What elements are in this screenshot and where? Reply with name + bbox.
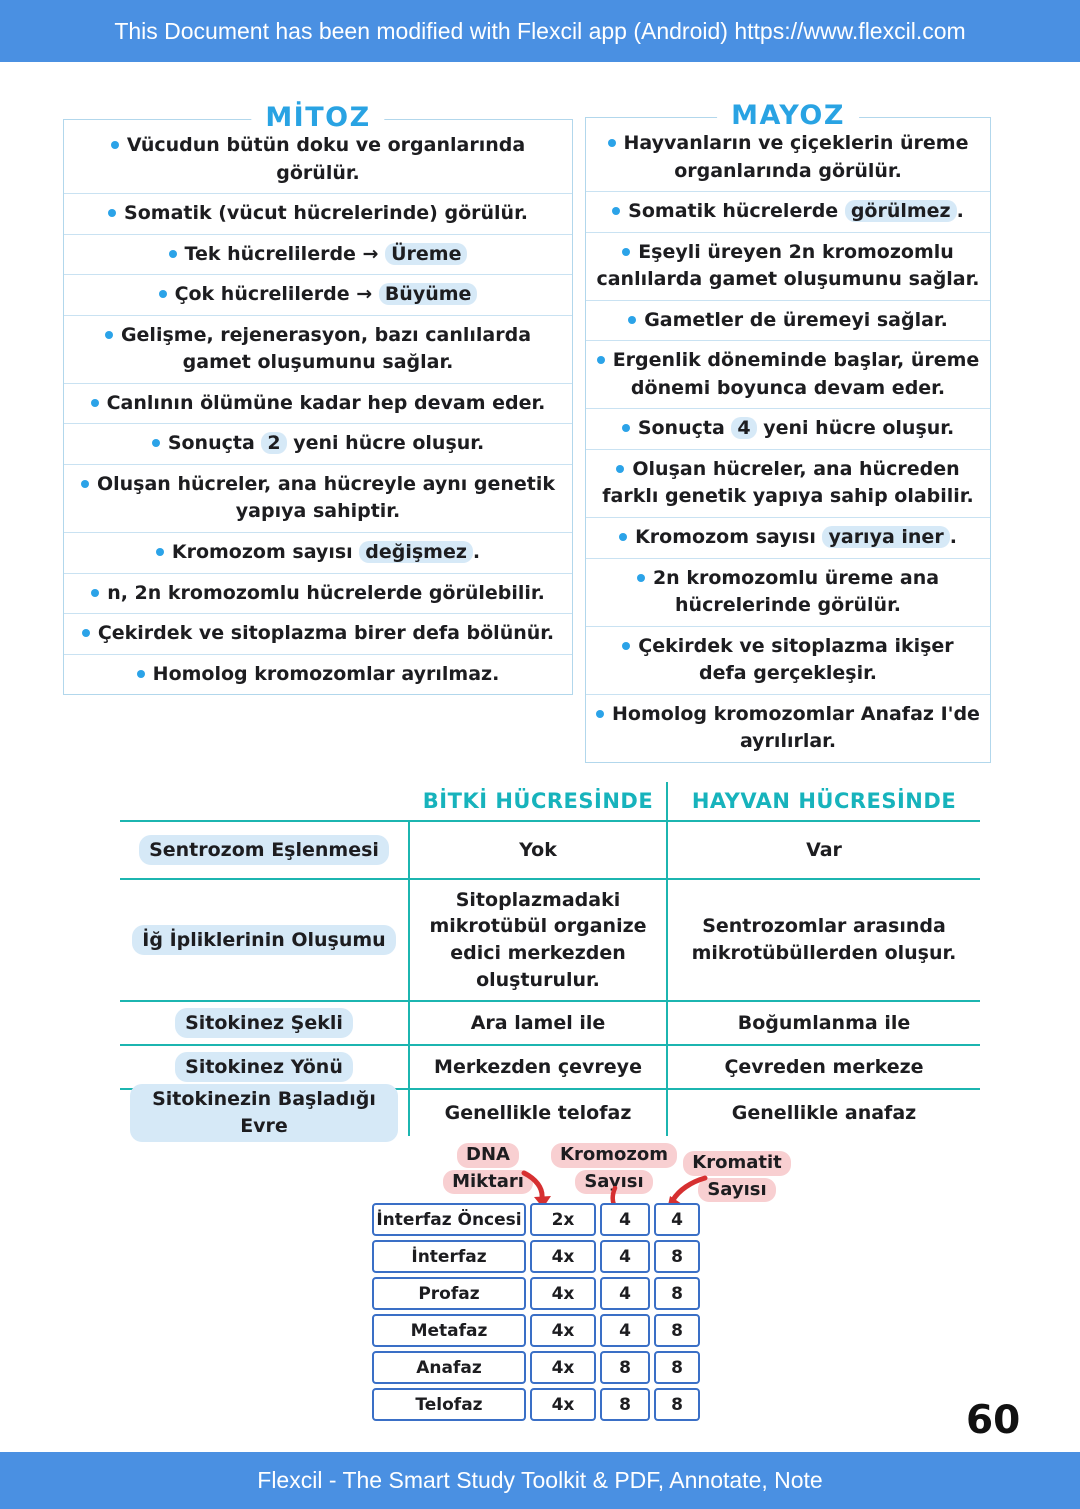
comparison-corner — [120, 782, 410, 820]
kromatit-cell: 8 — [654, 1240, 700, 1273]
note-item — [64, 613, 572, 654]
bullet-icon — [105, 331, 113, 339]
phase-cell: Metafaz — [372, 1314, 526, 1347]
note-item — [586, 626, 990, 694]
mitoz-title: MİTOZ — [251, 102, 384, 133]
bullet-icon — [622, 642, 630, 650]
item-text: . — [472, 541, 481, 564]
kromatit-cell: 4 — [654, 1203, 700, 1236]
bullet-icon — [597, 356, 605, 364]
note-item — [64, 654, 572, 695]
bullet-icon — [169, 250, 177, 258]
note-item — [586, 232, 990, 300]
dna-cell: 4x — [530, 1240, 596, 1273]
item-text: Homolog kromozomlar Anafaz I'de ayrılırlar. — [612, 702, 980, 753]
item-text: Eşeyli üreyen 2n kromozomlu canlılarda gamet oluşumunu sağlar. — [596, 240, 980, 291]
row-label: Sentrozom Eşlenmesi — [120, 820, 410, 878]
item-text: Oluşan hücreler, ana hücreden farklı genetik yapıya sahip olabilir. — [602, 457, 974, 508]
highlight: değişmez — [359, 541, 473, 563]
note-item — [586, 124, 990, 191]
item-text: Çok hücrelilerde → — [174, 283, 379, 306]
kromozom-cell: 4 — [600, 1203, 650, 1236]
item-text: Homolog kromozomlar ayrılmaz. — [152, 662, 500, 685]
highlight: 4 — [731, 417, 756, 439]
table-cell: Var — [668, 820, 980, 878]
kromatit-cell: 8 — [654, 1277, 700, 1310]
kromozom-cell: 4 — [600, 1314, 650, 1347]
table-cell: Boğumlanma ile — [668, 1000, 980, 1044]
column-header-hayvan: HAYVAN HÜCRESİNDE — [691, 789, 957, 813]
bullet-icon — [152, 439, 160, 447]
mitoz-panel — [63, 102, 573, 695]
phase-cell: Profaz — [372, 1277, 526, 1310]
note-item — [64, 532, 572, 573]
highlight: Üreme — [385, 243, 467, 265]
kromozom-cell: 8 — [600, 1388, 650, 1421]
note-item — [64, 383, 572, 424]
dna-cell: 4x — [530, 1388, 596, 1421]
bullet-icon — [108, 209, 116, 217]
item-text: Hayvanların ve çiçeklerin üreme organlarında görülür. — [623, 132, 969, 182]
note-item — [64, 274, 572, 315]
bullet-icon — [111, 141, 119, 149]
table-cell: Genellikle telofaz — [410, 1088, 668, 1136]
item-text: n, 2n kromozomlu hücrelerde görülebilir. — [107, 581, 545, 604]
note-item — [64, 126, 572, 193]
note-item — [586, 558, 990, 626]
note-item — [64, 423, 572, 464]
mayoz-title: MAYOZ — [717, 100, 859, 131]
row-label: Sitokinezin Başladığı Evre — [120, 1088, 410, 1136]
item-text: Oluşan hücreler, ana hücreyle aynı genetik yapıya sahiptir. — [96, 472, 555, 523]
bullet-icon — [91, 589, 99, 597]
comparison-table — [120, 782, 980, 1136]
highlight: yarıya iner — [822, 526, 949, 548]
bullet-icon — [137, 670, 145, 678]
item-text: . — [956, 200, 964, 223]
dna-cell: 4x — [530, 1277, 596, 1310]
bullet-icon — [616, 465, 624, 473]
item-text: Sonuçta — [637, 417, 732, 440]
phase-cell: İnterfaz Öncesi — [372, 1203, 526, 1236]
item-text: Çekirdek ve sitoplazma birer defa bölünür. — [97, 622, 555, 645]
dna-cell: 4x — [530, 1351, 596, 1384]
item-text: Sonuçta — [167, 432, 262, 455]
note-item — [64, 573, 572, 614]
item-text: Çekirdek ve sitoplazma ikişer defa gerçekleşir. — [638, 634, 954, 685]
bullet-icon — [82, 629, 90, 637]
item-text: 2n kromozomlu üreme ana hücrelerinde görülür. — [652, 566, 940, 617]
annotation-kromozom-sayisi: Kromozom Sayısı — [550, 1142, 678, 1195]
note-item — [586, 517, 990, 558]
annotation-dna-miktari: DNA Miktarı — [428, 1142, 548, 1195]
highlight: görülmez — [845, 200, 957, 222]
mayoz-panel — [585, 100, 991, 763]
item-text: Somatik (vücut hücrelerinde) görülür. — [124, 202, 528, 225]
table-cell: Genellikle anafaz — [668, 1088, 980, 1136]
highlight: 2 — [261, 432, 286, 454]
bullet-icon — [628, 316, 636, 324]
annotation-kromatit-sayisi: Kromatit Sayısı — [678, 1150, 796, 1203]
note-item — [586, 694, 990, 762]
note-item — [64, 234, 572, 275]
note-item — [64, 193, 572, 234]
note-item — [586, 340, 990, 408]
item-text: yeni hücre oluşur. — [286, 432, 485, 455]
bullet-icon — [619, 533, 627, 541]
bullet-icon — [159, 290, 167, 298]
page-number: 60 — [966, 1398, 1021, 1443]
item-text: Vücudun bütün doku ve organlarında görülür. — [126, 134, 526, 184]
bullet-icon — [81, 480, 89, 488]
kromatit-cell: 8 — [654, 1351, 700, 1384]
flexcil-top-banner: This Document has been modified with Flexcil app (Android) https://www.flexcil.com — [0, 0, 1080, 62]
kromozom-cell: 4 — [600, 1277, 650, 1310]
bullet-icon — [622, 248, 630, 256]
table-cell: Merkezden çevreye — [410, 1044, 668, 1088]
item-text: Gelişme, rejenerasyon, bazı canlılarda gamet oluşumunu sağlar. — [120, 323, 532, 374]
item-text: Canlının ölümüne kadar hep devam eder. — [106, 391, 546, 414]
phase-table — [372, 1203, 700, 1421]
table-cell: Sentrozomlar arasında mikrotübüllerden oluşur. — [668, 878, 980, 1000]
item-text: . — [949, 526, 957, 549]
phase-cell: Anafaz — [372, 1351, 526, 1384]
item-text: Gametler de üremeyi sağlar. — [644, 308, 948, 331]
item-text: Tek hücrelilerde → — [184, 242, 386, 265]
column-header-bitki: BİTKİ HÜCRESİNDE — [410, 782, 668, 820]
item-text: Kromozom sayısı — [171, 541, 360, 564]
note-item — [64, 315, 572, 383]
item-text: Somatik hücrelerde — [628, 200, 845, 223]
kromozom-cell: 4 — [600, 1240, 650, 1273]
table-cell: Yok — [410, 820, 668, 878]
bullet-icon — [91, 399, 99, 407]
bullet-icon — [612, 207, 620, 215]
row-label: Sitokinez Şekli — [120, 1000, 410, 1044]
bullet-icon — [608, 139, 616, 147]
phase-cell: İnterfaz — [372, 1240, 526, 1273]
bullet-icon — [596, 710, 604, 718]
kromatit-cell: 8 — [654, 1314, 700, 1347]
item-text: yeni hücre oluşur. — [756, 417, 955, 440]
table-cell: Sitoplazmadaki mikrotübül organize edici merkezden oluşturulur. — [410, 878, 668, 1000]
row-label: İğ İpliklerinin Oluşumu — [120, 878, 410, 1000]
note-item — [586, 408, 990, 449]
note-item — [586, 449, 990, 517]
bullet-icon — [637, 574, 645, 582]
note-item — [586, 191, 990, 232]
flexcil-bottom-banner: Flexcil - The Smart Study Toolkit & PDF, Annotate, Note — [0, 1452, 1080, 1509]
dna-cell: 4x — [530, 1314, 596, 1347]
phase-cell: Telofaz — [372, 1388, 526, 1421]
dna-cell: 2x — [530, 1203, 596, 1236]
table-cell: Çevreden merkeze — [668, 1044, 980, 1088]
note-item — [586, 300, 990, 341]
table-cell: Ara lamel ile — [410, 1000, 668, 1044]
note-item — [64, 464, 572, 532]
kromozom-cell: 8 — [600, 1351, 650, 1384]
highlight: Büyüme — [379, 283, 478, 305]
kromatit-cell: 8 — [654, 1388, 700, 1421]
item-text: Kromozom sayısı — [635, 526, 823, 549]
bullet-icon — [622, 424, 630, 432]
row-label: Sitokinez Yönü — [120, 1044, 410, 1088]
bullet-icon — [156, 548, 164, 556]
item-text: Ergenlik döneminde başlar, üreme dönemi boyunca devam eder. — [612, 349, 980, 399]
